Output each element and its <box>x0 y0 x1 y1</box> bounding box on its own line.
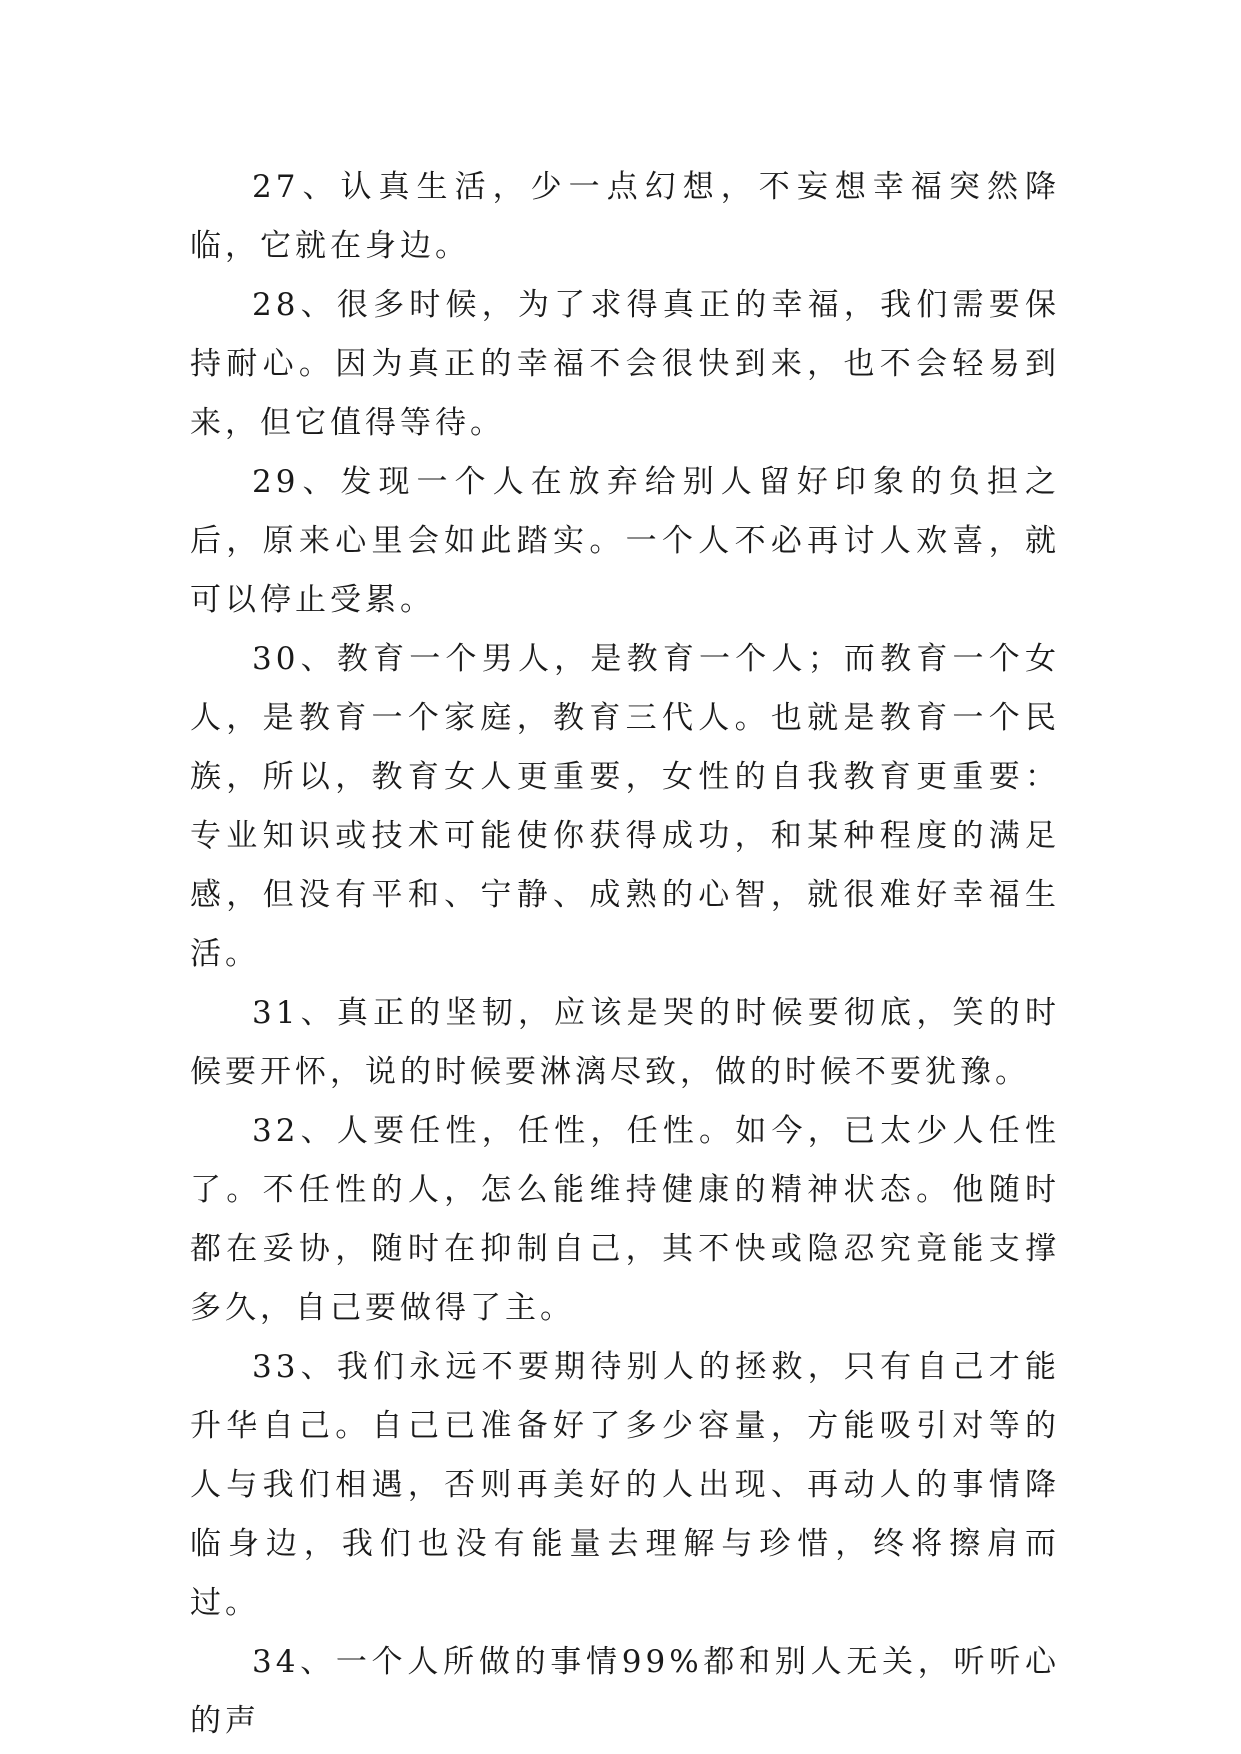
paragraph-34: 34、一个人所做的事情99%都和别人无关，听听心的声 <box>190 1644 1060 1739</box>
paragraph-30: 30、教育一个男人，是教育一个人；而教育一个女人，是教育一个家庭，教育三代人。也就是教育一个民族，所以，教育女人更重要，女性的自我教育更重要：专业知识或技术可能使你获得成功，和某种程度的满足感，但没有平和、宁静、成熟的心智，就很难好幸福生活。 <box>190 641 1060 972</box>
body-text <box>190 158 1060 1751</box>
paragraph-27: 27、认真生活，少一点幻想，不妄想幸福突然降临，它就在身边。 <box>190 169 1060 264</box>
paragraph-33: 33、我们永远不要期待别人的拯救，只有自己才能升华自己。自己已准备好了多少容量，方能吸引对等的人与我们相遇，否则再美好的人出现、再动人的事情降临身边，我们也没有能量去理解与珍惜，终将擦肩而过。 <box>190 1349 1060 1621</box>
paragraph-28: 28、很多时候，为了求得真正的幸福，我们需要保持耐心。因为真正的幸福不会很快到来，也不会轻易到来，但它值得等待。 <box>190 287 1060 441</box>
paragraph-31: 31、真正的坚韧，应该是哭的时候要彻底，笑的时候要开怀，说的时候要淋漓尽致，做的时候不要犹豫。 <box>190 995 1060 1090</box>
paragraph-29: 29、发现一个人在放弃给别人留好印象的负担之后，原来心里会如此踏实。一个人不必再讨人欢喜，就可以停止受累。 <box>190 464 1060 618</box>
paragraph-32: 32、人要任性，任性，任性。如今，已太少人任性了。不任性的人，怎么能维持健康的精神状态。他随时都在妥协，随时在抑制自己，其不快或隐忍究竟能支撑多久，自己要做得了主。 <box>190 1113 1060 1326</box>
